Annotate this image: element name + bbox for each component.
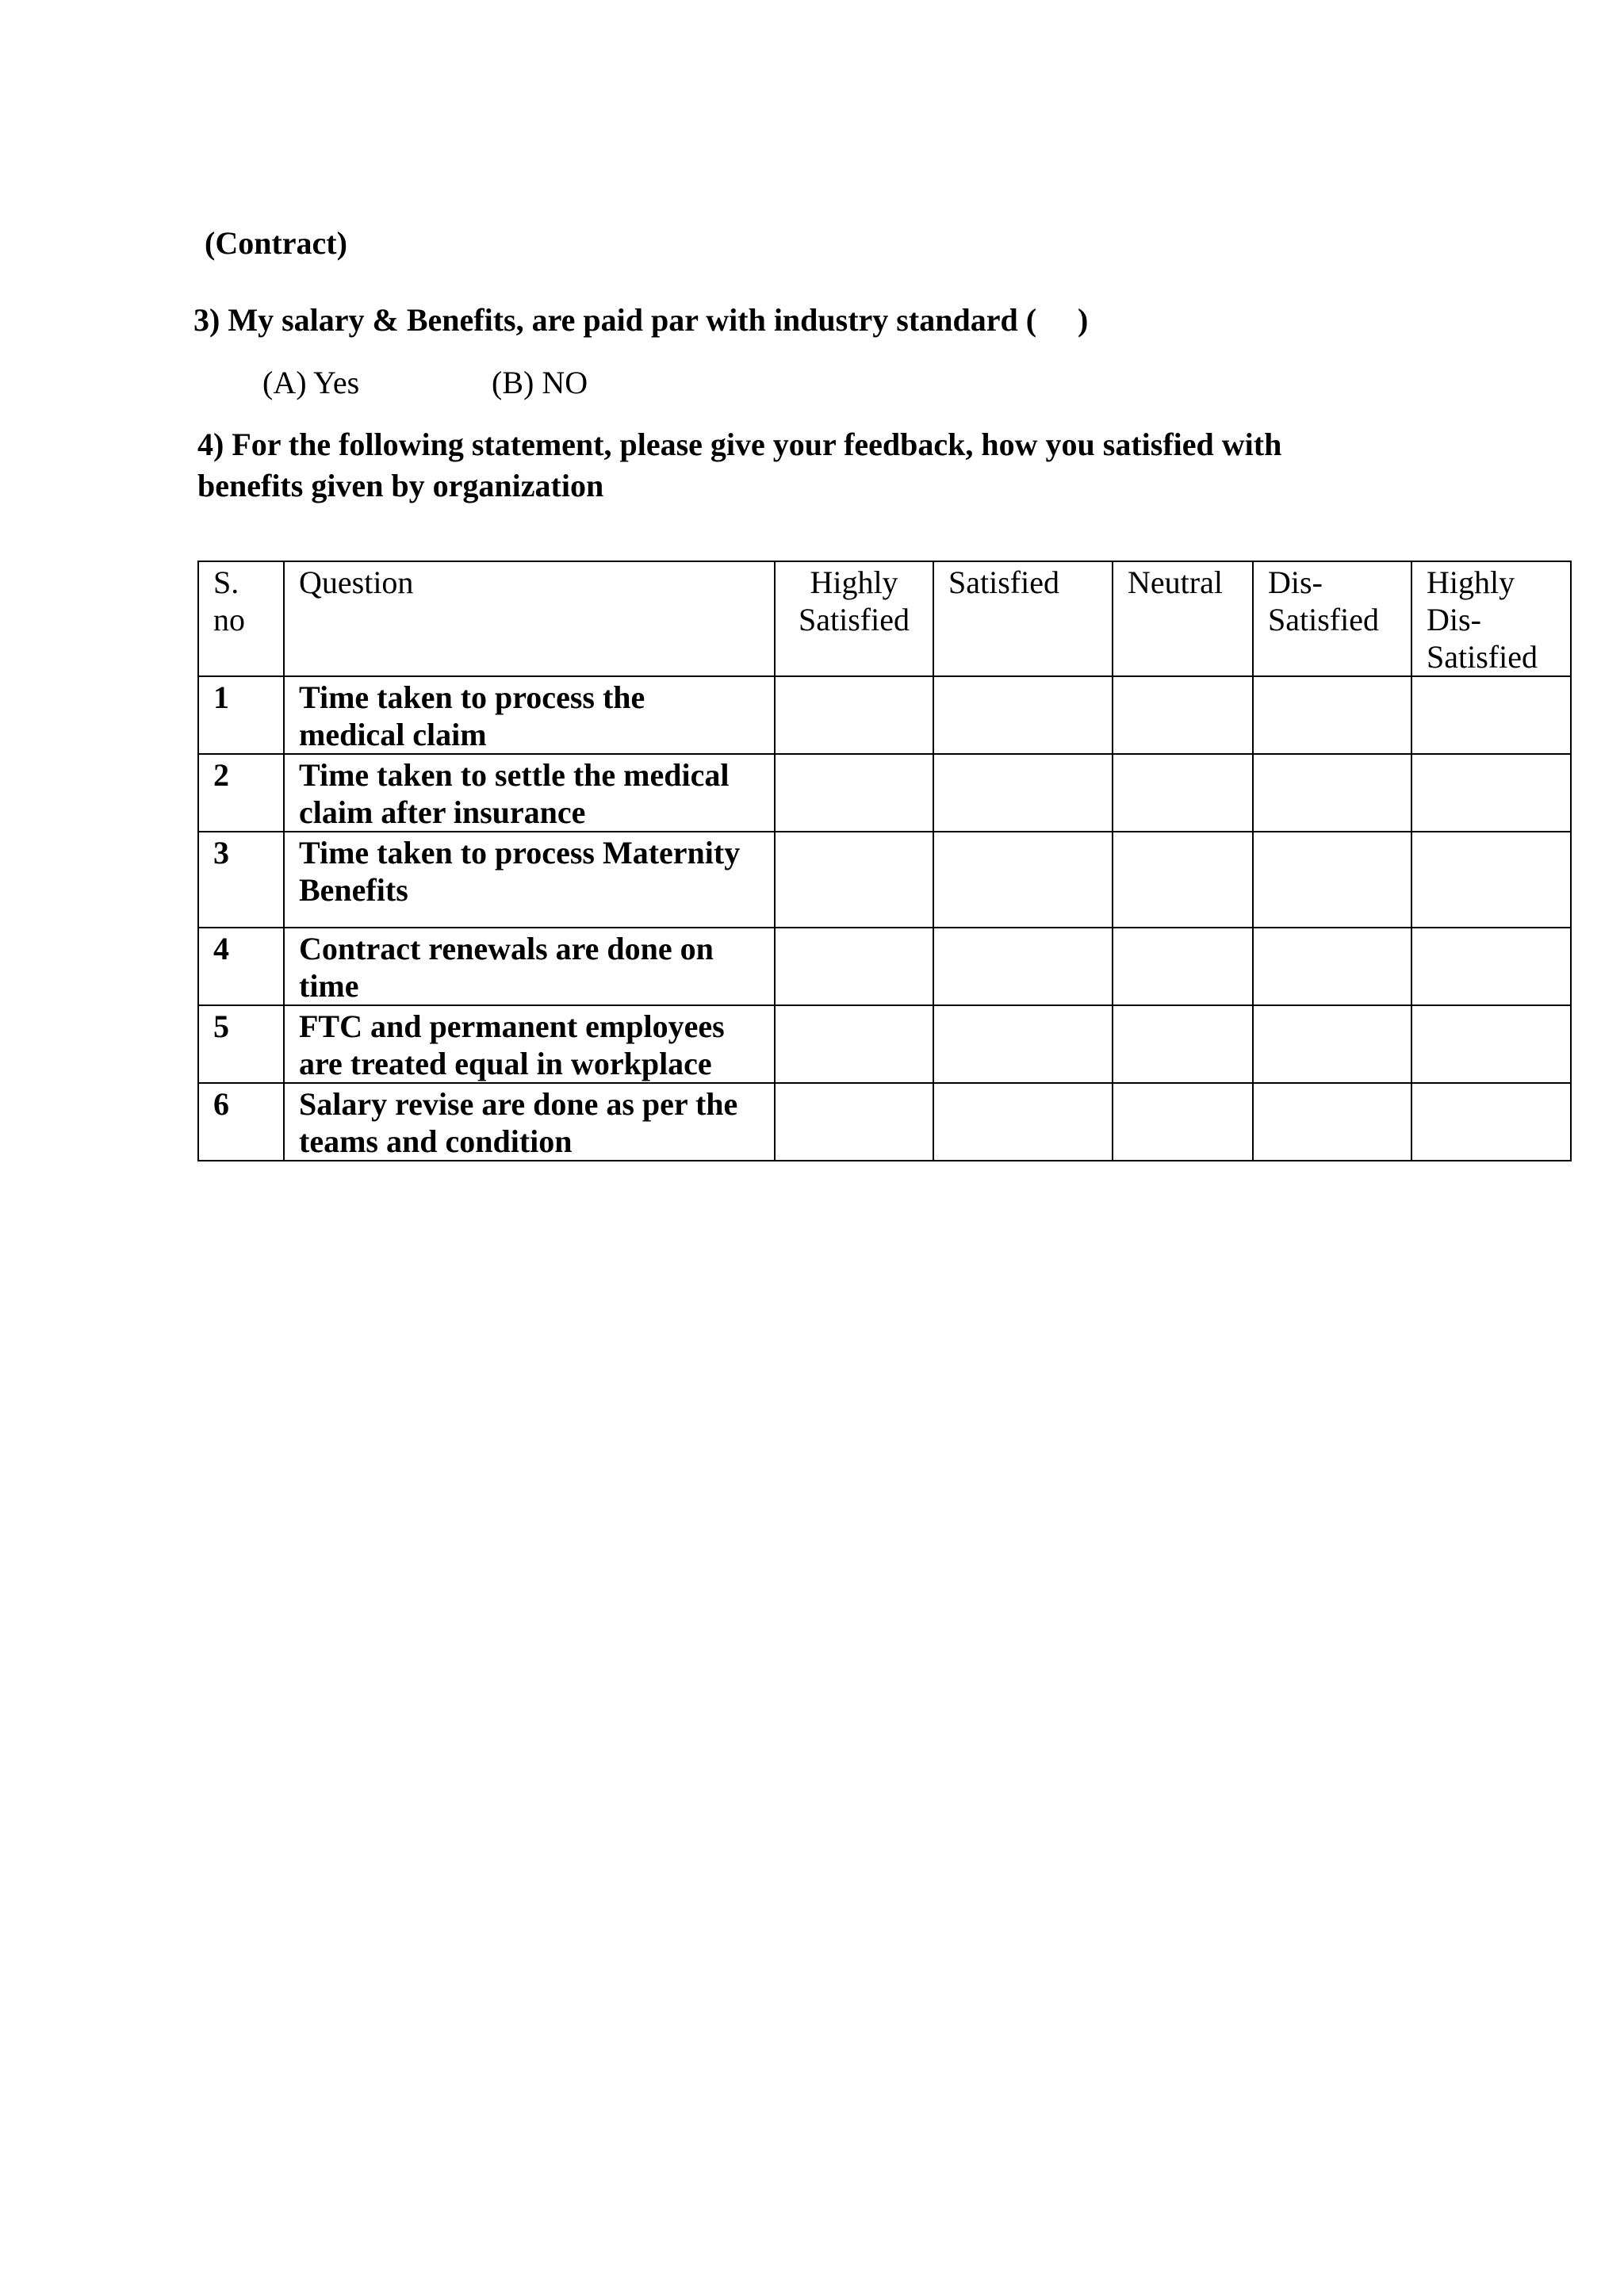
header-dissatisfied-line-1: Dis- <box>1268 564 1323 600</box>
row-number: 2 <box>198 754 284 832</box>
rating-cell-neutral[interactable] <box>1113 754 1253 832</box>
rating-cell-dissatisfied[interactable] <box>1253 832 1411 928</box>
header-neutral: Neutral <box>1113 561 1253 676</box>
rating-cell-highly-satisfied[interactable] <box>775 832 933 928</box>
rating-cell-dissatisfied[interactable] <box>1253 676 1411 754</box>
rating-cell-satisfied[interactable] <box>933 832 1113 928</box>
rating-cell-neutral[interactable] <box>1113 832 1253 928</box>
rating-cell-highly-dissatisfied[interactable] <box>1411 676 1571 754</box>
header-sno-line-2: no <box>213 602 245 637</box>
rating-cell-highly-dissatisfied[interactable] <box>1411 928 1571 1005</box>
section-label: (Contract) <box>205 225 347 261</box>
rating-cell-highly-dissatisfied[interactable] <box>1411 754 1571 832</box>
row-question <box>284 1083 775 1161</box>
table-row <box>198 832 1571 928</box>
row-question-line-2: medical claim <box>299 717 487 752</box>
row-question-line-2: teams and condition <box>299 1123 573 1159</box>
option-b[interactable]: (B) NO <box>492 365 588 400</box>
row-question-line-1: Time taken to settle the medical <box>299 757 730 793</box>
question-3 <box>193 300 1088 341</box>
rating-cell-satisfied[interactable] <box>933 676 1113 754</box>
header-highly-dissatisfied-line-3: Satisfied <box>1427 639 1538 675</box>
row-question <box>284 832 775 928</box>
header-question: Question <box>284 561 775 676</box>
row-number: 3 <box>198 832 284 928</box>
header-highly-dissatisfied-line-1: Highly <box>1427 564 1515 600</box>
satisfaction-table <box>197 561 1572 1161</box>
rating-cell-highly-dissatisfied[interactable] <box>1411 1005 1571 1083</box>
question-3-text: 3) My salary & Benefits, are paid par with industry standard ( <box>193 302 1037 338</box>
row-number: 5 <box>198 1005 284 1083</box>
header-sno-line-1: S. <box>213 564 239 600</box>
rating-cell-highly-satisfied[interactable] <box>775 1083 933 1161</box>
rating-cell-neutral[interactable] <box>1113 928 1253 1005</box>
header-highly-satisfied-line-2: Satisfied <box>799 602 910 637</box>
row-question <box>284 676 775 754</box>
rating-cell-satisfied[interactable] <box>933 1083 1113 1161</box>
rating-cell-highly-satisfied[interactable] <box>775 676 933 754</box>
rating-cell-neutral[interactable] <box>1113 1005 1253 1083</box>
row-question-line-1: Contract renewals are done on <box>299 931 714 966</box>
row-question-line-1: FTC and permanent employees <box>299 1008 725 1044</box>
rating-cell-dissatisfied[interactable] <box>1253 928 1411 1005</box>
row-number: 6 <box>198 1083 284 1161</box>
rating-cell-satisfied[interactable] <box>933 754 1113 832</box>
rating-cell-highly-dissatisfied[interactable] <box>1411 832 1571 928</box>
rating-cell-highly-dissatisfied[interactable] <box>1411 1083 1571 1161</box>
rating-cell-highly-satisfied[interactable] <box>775 754 933 832</box>
table-header-row <box>198 561 1571 676</box>
option-a[interactable]: (A) Yes <box>262 365 360 400</box>
header-satisfied: Satisfied <box>933 561 1113 676</box>
question-4-line-2: benefits given by organization <box>197 468 604 503</box>
question-3-close-paren: ) <box>1078 302 1089 338</box>
table-row <box>198 754 1571 832</box>
row-question-line-1: Salary revise are done as per the <box>299 1086 738 1122</box>
row-question <box>284 754 775 832</box>
rating-cell-neutral[interactable] <box>1113 676 1253 754</box>
row-question-line-2: claim after insurance <box>299 794 586 830</box>
row-question-line-2: time <box>299 968 359 1004</box>
rating-cell-neutral[interactable] <box>1113 1083 1253 1161</box>
table-row <box>198 1005 1571 1083</box>
header-dissatisfied <box>1253 561 1411 676</box>
rating-cell-satisfied[interactable] <box>933 1005 1113 1083</box>
rating-cell-highly-satisfied[interactable] <box>775 1005 933 1083</box>
row-question-line-2: are treated equal in workplace <box>299 1046 712 1081</box>
rating-cell-highly-satisfied[interactable] <box>775 928 933 1005</box>
rating-cell-satisfied[interactable] <box>933 928 1113 1005</box>
header-highly-dissatisfied <box>1411 561 1571 676</box>
header-highly-satisfied-line-1: Highly <box>810 564 898 600</box>
row-number: 4 <box>198 928 284 1005</box>
header-highly-satisfied <box>775 561 933 676</box>
rating-cell-dissatisfied[interactable] <box>1253 754 1411 832</box>
row-question-line-1: Time taken to process Maternity <box>299 835 741 871</box>
rating-cell-dissatisfied[interactable] <box>1253 1005 1411 1083</box>
table-row <box>198 676 1571 754</box>
row-question-line-2: Benefits <box>299 872 408 908</box>
header-sno <box>198 561 284 676</box>
question-4-line-1: 4) For the following statement, please give your feedback, how you satisfied with <box>197 427 1282 462</box>
row-number: 1 <box>198 676 284 754</box>
table-row <box>198 1083 1571 1161</box>
row-question <box>284 1005 775 1083</box>
table-row <box>198 928 1571 1005</box>
rating-cell-dissatisfied[interactable] <box>1253 1083 1411 1161</box>
header-highly-dissatisfied-line-2: Dis- <box>1427 602 1481 637</box>
row-question-line-1: Time taken to process the <box>299 679 645 715</box>
header-dissatisfied-line-2: Satisfied <box>1268 602 1379 637</box>
row-question <box>284 928 775 1005</box>
